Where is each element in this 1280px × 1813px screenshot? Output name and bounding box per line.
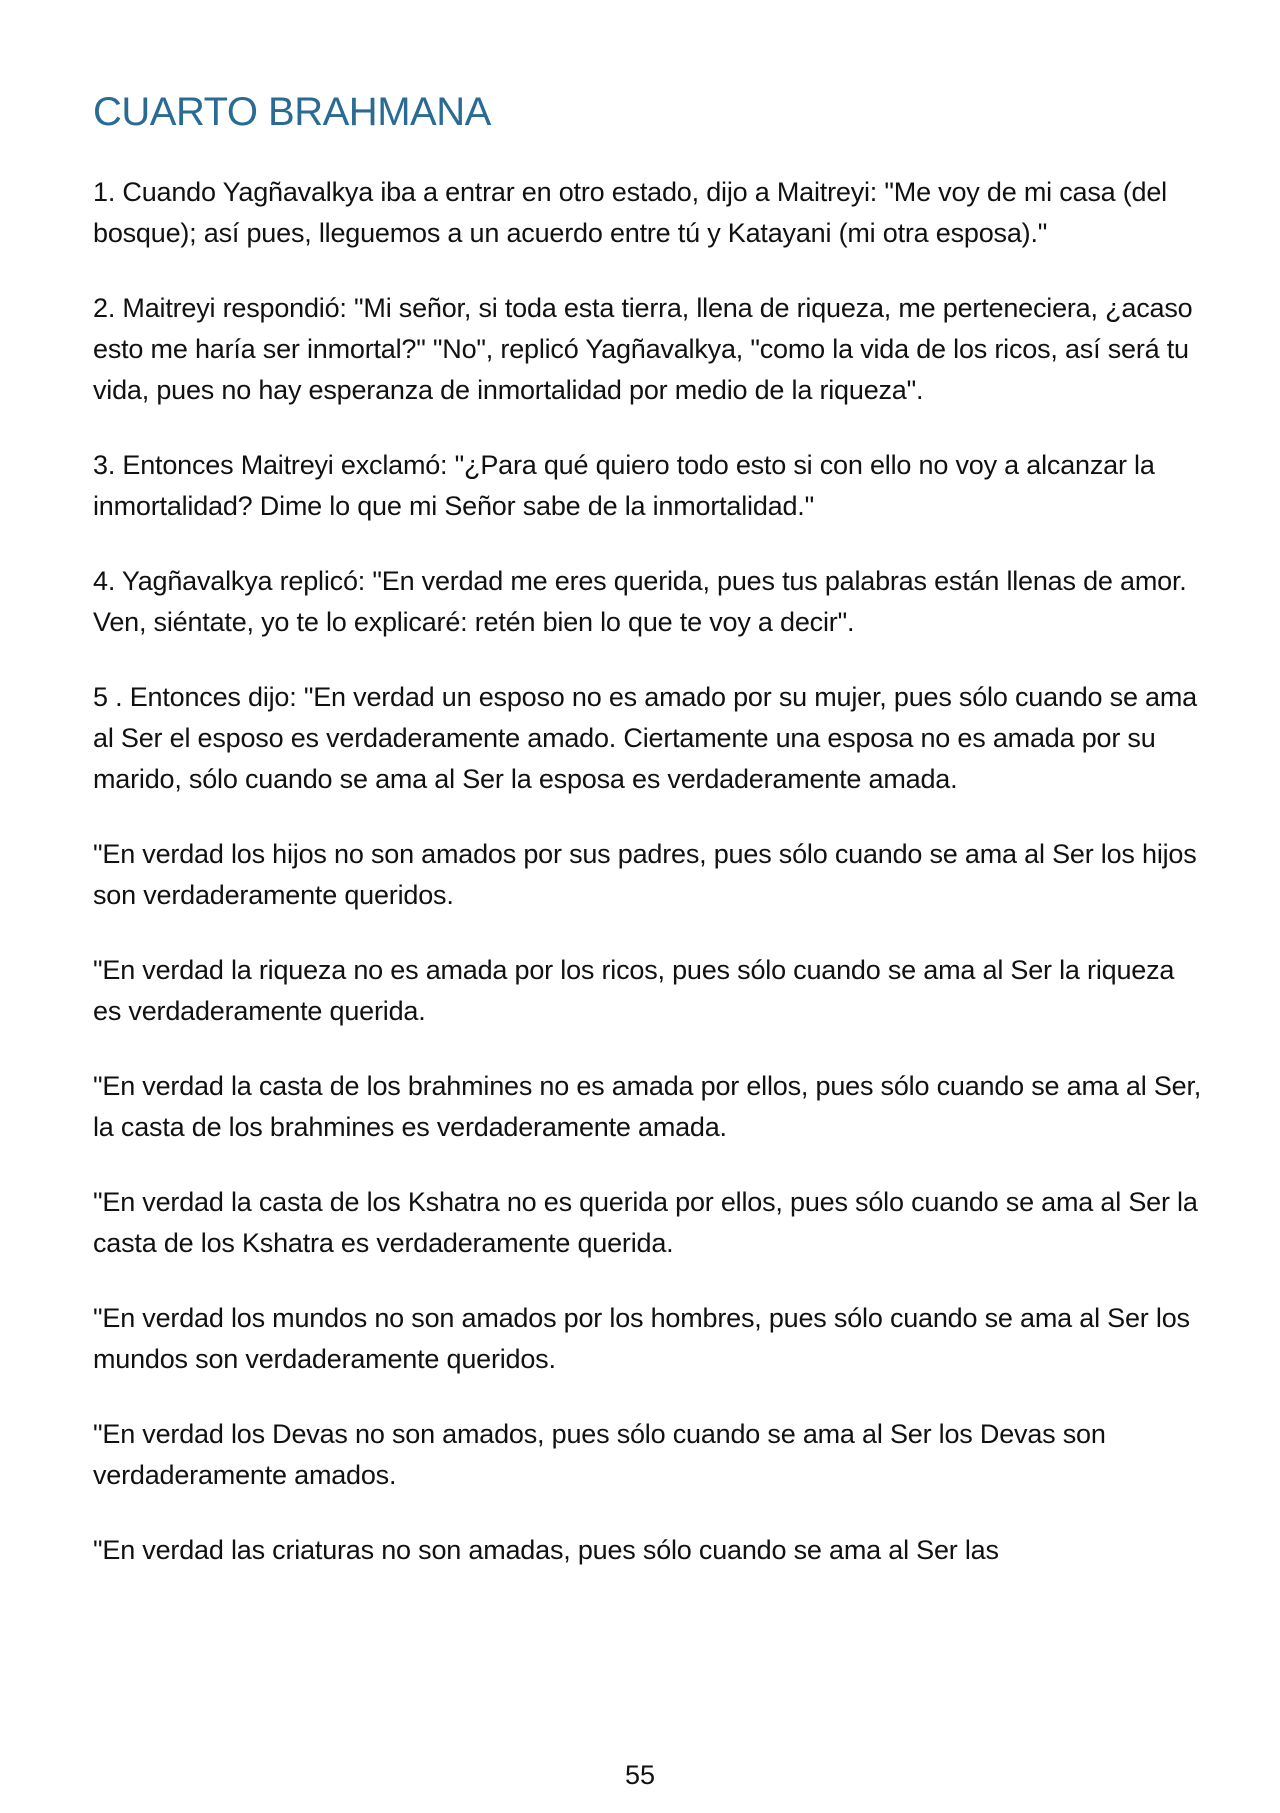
paragraph-criaturas: "En verdad las criaturas no son amadas, pues sólo cuando se ama al Ser las	[93, 1535, 999, 1565]
page-number: 55	[624, 1760, 656, 1790]
paragraph-brahmines: "En verdad la casta de los brahmines no es amada por ellos, pues sólo cuando se ama al Ser, la casta de los brahmines es verdaderamente amada.	[93, 1071, 1202, 1142]
paragraph-hijos: "En verdad los hijos no son amados por sus padres, pues sólo cuando se ama al Ser los hijos son verdaderamente queridos.	[93, 839, 1197, 910]
paragraph-devas: "En verdad los Devas no son amados, pues sólo cuando se ama al Ser los Devas son verdaderamente amados.	[93, 1419, 1106, 1490]
paragraph-1: 1. Cuando Yagñavalkya iba a entrar en otro estado, dijo a Maitreyi: "Me voy de mi casa (del bosque); así pues, lleguemos a un acuerdo entre tú y Katayani (mi otra esposa)."	[93, 177, 1167, 248]
paragraph-3: 3. Entonces Maitreyi exclamó: "¿Para qué quiero todo esto si con ello no voy a alcanzar la inmortalidad? Dime lo que mi Señor sabe de la inmortalidad."	[93, 450, 1155, 521]
page-body	[93, 172, 1203, 1605]
paragraph-5: 5 . Entonces dijo: "En verdad un esposo no es amado por su mujer, pues sólo cuando se ama al Ser el esposo es verdaderamente amado. Ciertamente una esposa no es amada por su marido, sólo cuando se ama al Ser la esposa es verdaderamente amada.	[93, 682, 1197, 794]
chapter-title: CUARTO BRAHMANA	[93, 90, 491, 134]
paragraph-kshatra: "En verdad la casta de los Kshatra no es querida por ellos, pues sólo cuando se ama al Ser la casta de los Kshatra es verdaderamente querida.	[93, 1187, 1198, 1258]
paragraph-4: 4. Yagñavalkya replicó: "En verdad me eres querida, pues tus palabras están llenas de amor. Ven, siéntate, yo te lo explicaré: retén bien lo que te voy a decir".	[93, 566, 1187, 637]
paragraph-2: 2. Maitreyi respondió: "Mi señor, si toda esta tierra, llena de riqueza, me perteneciera, ¿acaso esto me haría ser inmortal?" "No", replicó Yagñavalkya, "como la vida de los ricos, así será tu vida, pues no hay esperanza de inmortalidad por medio de la riqueza".	[93, 293, 1193, 405]
paragraph-mundos: "En verdad los mundos no son amados por los hombres, pues sólo cuando se ama al Ser los mundos son verdaderamente queridos.	[93, 1303, 1190, 1374]
paragraph-riqueza: "En verdad la riqueza no es amada por los ricos, pues sólo cuando se ama al Ser la riqueza es verdaderamente querida.	[93, 955, 1175, 1026]
